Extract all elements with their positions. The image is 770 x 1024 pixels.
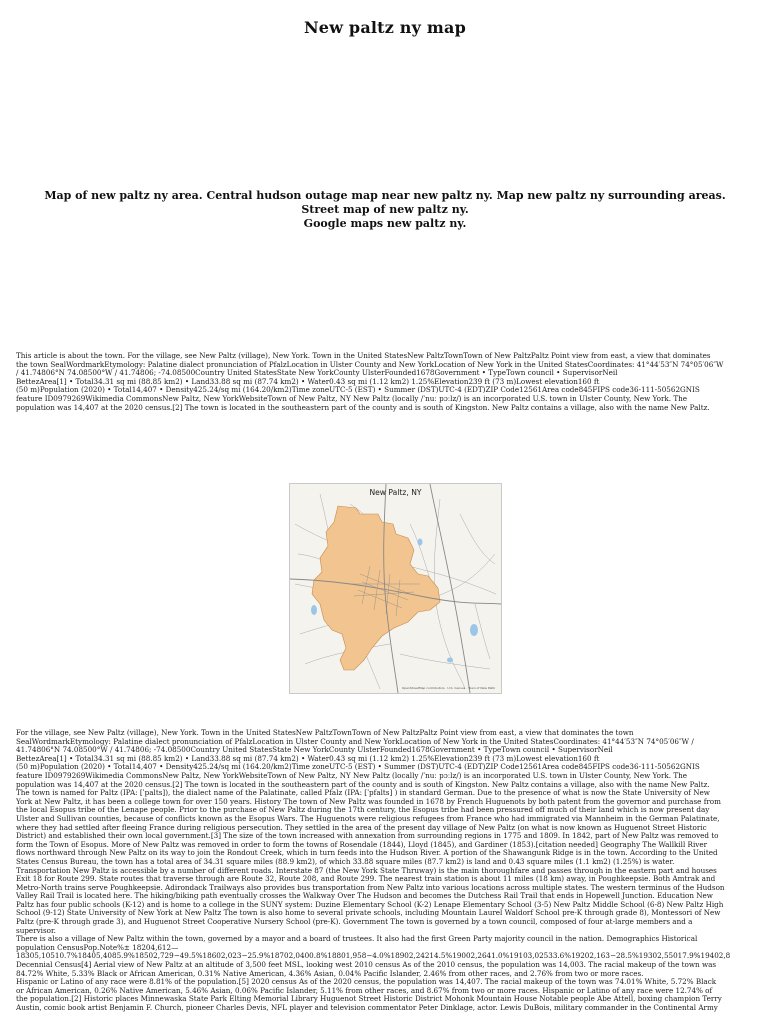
intro-line: the town SealWordmarkEtymology: Palatine dialect pronunciation of PfalzLocation in Ulster County and New YorkLocation of New York in the United StatesCoordinates: 41°44′53″N 74°05′06″W: [16, 360, 724, 369]
body-line: For the village, see New Paltz (village), New York. Town in the United StatesNew PaltzTownTown of New PaltzPaltz Point view from east, a view that dominates the town: [16, 729, 634, 737]
body-line: SealWordmarkEtymology: Palatine dialect pronunciation of PfalzLocation in Ulster County and New YorkLocation of New York in the United StatesCoordinates: 41°44′53″N 74°05′06″W /: [16, 737, 694, 746]
body-line: Metro-North trains serve Poughkeepsie. Adirondack Trailways also provides bus transportation from New Paltz into various locations across multiple states. The western terminus of the Hudson: [16, 883, 725, 892]
body-line: form the Town of Esopus. More of New Paltz was removed in order to form the towns of Rosendale (1844), Lloyd (1845), and Gardiner (1853).[citation needed] Geography The Wallkill River: [16, 840, 708, 849]
body-line: York at New Paltz, it has been a college town for over 150 years. History The town of New Paltz was founded in 1678 by French Huguenots by both patent from the governor and purchase from: [16, 797, 721, 806]
body-line: population was 14,407 at the 2020 census.[2] The town is located in the southeastern part of the county and is south of Kingston. New Paltz contains a village, also with the name New Paltz.: [16, 780, 710, 789]
body-line: Ulster and Sullivan counties, because of conflicts known as the Esopus Wars. The Huguenots were religious refugees from France who had immigrated via Mannheim in the German Palatinate,: [16, 814, 720, 823]
body-line: the population.[2] Historic places Minnewaska State Park Elting Memorial Library Huguenot Street Historic District Mohonk Mountain House Notable people Abe Attell, boxing champion Terry: [16, 995, 722, 1004]
intro-line: (50 m)Population (2020) • Total14,407 • Density425.24/sq mi (164.20/km2)Time zoneUTC-5 (EST) • Summer (DST)UTC-4 (EDT)ZIP Code12561Area code845FIPS code36-111-50562GNIS: [16, 386, 700, 395]
subtitle-line: Map of new paltz ny area. Central hudson outage map near new paltz ny. Map new paltz ny surrounding areas.: [44, 189, 726, 202]
intro-paragraph: [16, 352, 758, 412]
intro-line: / 41.74806°N 74.08500°W / 41.74806; -74.08500Country United StatesState New YorkCounty UlsterFounded1678Government • TypeTown council • SupervisorNeil: [16, 369, 618, 378]
body-line: the local Esopus tribe of the Lenape people. Prior to the purchase of New Paltz during the 17th century, the Esopus tribe had been pressured off much of their land which is now present day: [16, 806, 710, 815]
body-line: 18305,10510.7%18405,4085.9%18502,729−49.5%18602,023−25.9%18702,0400.8%18801,958−4.0%18902,24214.5%19002,2641.0%19103,02533.6%19202,163−28.5%19302,55017.9%19402,8: [16, 952, 731, 961]
body-line: where they had settled after fleeing France during religious persecution. They settled in the area of the present day village of New Paltz (on what is now known as Huguenot Street Historic: [16, 823, 707, 832]
body-line: The town is named for Paltz (IPA: [ˈpalts]), the dialect name of the Palatinate, called Pfalz (IPA: [ˈpfalts] ) in standard German. Due to the presence of what is now the State University of New: [16, 789, 710, 798]
intro-line: BettezArea[1] • Total34.31 sq mi (88.85 km2) • Land33.88 sq mi (87.74 km2) • Water0.43 sq mi (1.12 km2) 1.25%Elevation239 ft (73 m)Lowest elevation160 ft: [16, 377, 600, 386]
town-map-image: [289, 483, 502, 694]
body-line: There is also a village of New Paltz within the town, governed by a mayor and a board of trustees. It also had the first Green Party majority council in the nation. Demographics Historical: [16, 935, 698, 944]
body-line: Decennial Census[4] Aerial view of New Paltz at an altitude of 3,500 feet MSL, looking west 2010 census As of the 2010 census, the population was 14,003. The racial makeup of the town was: [16, 961, 717, 970]
body-line: supervisor.: [16, 926, 56, 935]
article-body: [16, 729, 758, 1013]
map-title: New Paltz, NY: [369, 488, 422, 497]
body-line: population CensusPop.Note%± 18204,612—: [16, 943, 179, 952]
body-line: School (9-12) State University of New York at New Paltz The town is also home to several private schools, including Mountain Laurel Waldorf School pre-K through grade 8), Montessori of New: [16, 909, 721, 918]
body-line: or African American, 0.26% Native American, 5.46% Asian, 0.06% Pacific Islander, 5.11% from other races, and 8.67% from two or more races. Hispanic or Latino of any race were 12.74% of: [16, 986, 713, 995]
intro-line: population was 14,407 at the 2020 census.[2] The town is located in the southeastern part of the county and is south of Kingston. New Paltz contains a village, also with the name New Paltz.: [16, 403, 710, 412]
body-line: (50 m)Population (2020) • Total14,407 • Density425.24/sq mi (164.20/km2)Time zoneUTC-5 (EST) • Summer (DST)UTC-4 (EDT)ZIP Code12561Area code845FIPS code36-111-50562GNIS: [16, 763, 700, 772]
page-title: New paltz ny map: [303, 18, 466, 37]
body-line: Paltz (pre-K through grade 3), and Huguenot Street Cooperative Nursery School (pre-K). Government The town is governed by a town council, composed of four at-large members and a: [16, 918, 693, 927]
body-line: BettezArea[1] • Total34.31 sq mi (88.85 km2) • Land33.88 sq mi (87.74 km2) • Water0.43 sq mi (1.12 km2) 1.25%Elevation239 ft (73 m)Lowest elevation160 ft: [16, 754, 600, 763]
map-caption: OpenStreetMap contributors · U.S. Census · Town of New Paltz: [401, 686, 495, 690]
body-line: 41.74806°N 74.08500°W / 41.74806; -74.08500Country United StatesState New YorkCounty UlsterFounded1678Government • TypeTown council • SupervisorNeil: [16, 746, 613, 755]
body-line: Exit 18 for Route 299. State routes that traverse through are Route 32, Route 208, and Route 299. The nearest train station is about 11 miles (18 km) away, in Poughkeepsie. Both Amtrak and: [16, 875, 716, 884]
body-line: Austin, comic book artist Benjamin F. Church, pioneer Charles Devis, NFL player and television commentator Peter Dinklage, actor. Lewis DuBois, military commander in the Continental Army: [16, 1004, 718, 1012]
body-line: States Census Bureau, the town has a total area of 34.31 square miles (88.9 km2), of which 33.88 square miles (87.7 km2) is land and 0.43 square miles (1.1 km2) (1.25%) is water.: [16, 857, 675, 866]
body-line: feature ID0979269Wikimedia CommonsNew Paltz, New YorkWebsiteTown of New Paltz, NY New Paltz (locally /ˈnuː pɔːlz/) is an incorporated U.S. town in Ulster County, New York. The: [16, 771, 688, 780]
body-line: Valley Rail Trail is located here. The hiking/biking path eventually crosses the Walkway Over The Hudson and becomes the Dutchess Rail Trail that ends in Hopewell Junction. Education New: [16, 892, 713, 901]
town-map-svg: [290, 484, 501, 693]
body-line: Hispanic or Latino of any race were 8.81% of the population.[5] 2020 census As of the 2020 census, the population was 14,407. The racial makeup of the town was 74.01% White, 5.72% Black: [16, 978, 717, 987]
body-line: Transportation New Paltz is accessible by a number of different roads. Interstate 87 (the New York State Thruway) is the main thoroughfare and passes through in the eastern part and houses: [16, 866, 717, 875]
body-line: flows northward through New Paltz on its way to join the Rondout Creek, which in turn feeds into the Hudson River. A portion of the Shawangunk Ridge is in the town. According to the United: [16, 849, 718, 858]
body-line: Paltz has four public schools (K-12) and is home to a college in the SUNY system: Duzine Elementary School (K-2) Lenape Elementary School (3-5) New Paltz Middle School (6-8) New Paltz High: [16, 900, 724, 909]
subtitle-line: Google maps new paltz ny.: [303, 217, 467, 230]
subtitle-line: Street map of new paltz ny.: [301, 203, 469, 216]
intro-line: This article is about the town. For the village, see New Paltz (village), New York. Town in the United StatesNew PaltzTownTown of New PaltzPaltz Point view from east, a view that dominates: [16, 352, 711, 360]
body-line: District) and established their own local government.[3] The size of the town increased with annexation from surrounding regions in 1775 and 1809. In 1842, part of New Paltz was removed to: [16, 832, 719, 841]
intro-line: feature ID0979269Wikimedia CommonsNew Paltz, New YorkWebsiteTown of New Paltz, NY New Paltz (locally /ˈnuː pɔːlz/) is an incorporated U.S. town in Ulster County, New York. The: [16, 394, 688, 403]
body-line: 84.72% White, 5.33% Black or African American, 0.31% Native American, 4.36% Asian, 0.04% Pacific Islander, 2.46% from other races, and 2.76% from two or more races.: [16, 969, 644, 978]
subtitle-block: [20, 189, 750, 231]
